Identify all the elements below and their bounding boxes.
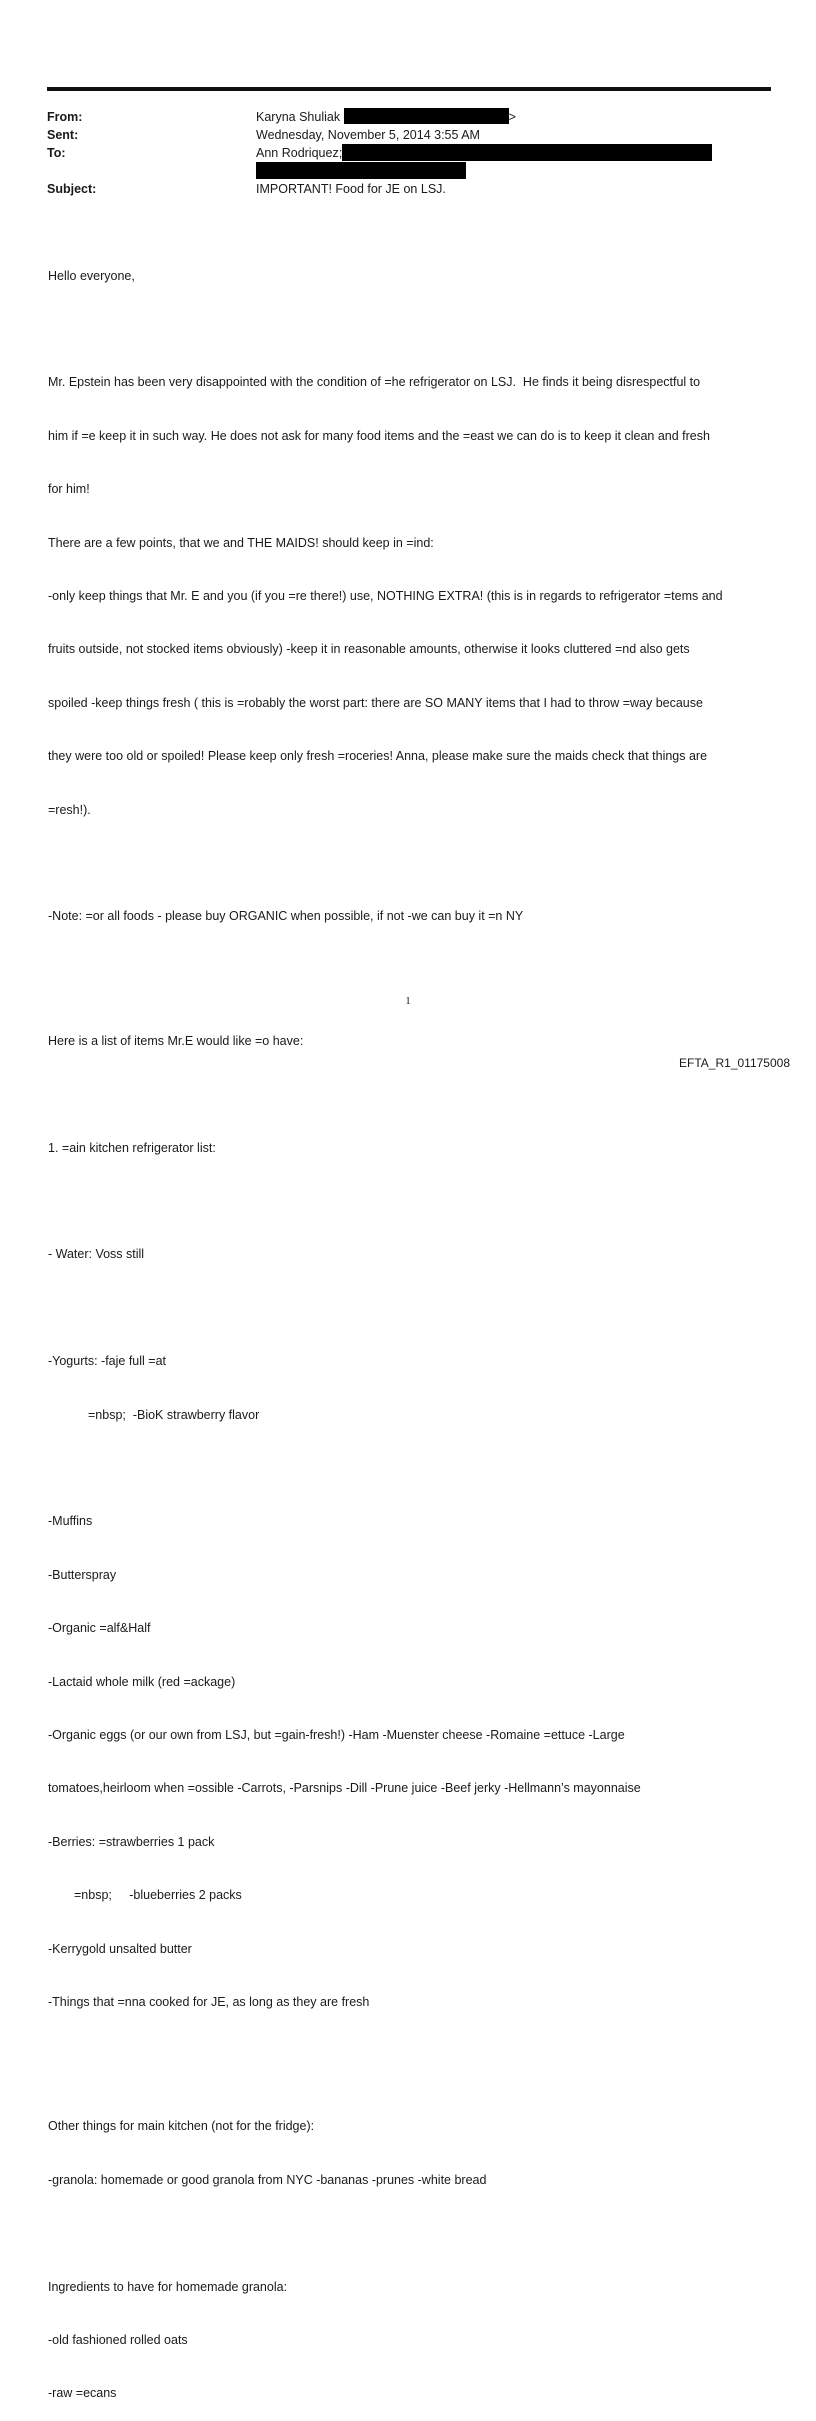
from-label: From: (47, 110, 83, 124)
page-number: 1 (405, 995, 411, 1007)
list-subitem: =nbsp; -blueberries 2 packs (74, 1888, 242, 1903)
redaction-block (256, 162, 466, 179)
sent-label: Sent: (47, 128, 79, 142)
to-value (256, 144, 712, 162)
list-subitem: =nbsp; -BioK strawberry flavor (88, 1407, 260, 1422)
paragraph-line: There are a few points, that we and THE MAIDS! should keep in =ind: (48, 535, 434, 550)
list-item: -Things that =nna cooked for JE, as long as they are fresh (48, 1994, 370, 2009)
sent-value: Wednesday, November 5, 2014 3:55 AM (256, 128, 480, 142)
list-item: tomatoes,heirloom when =ossible -Carrots, -Parsnips -Dill -Prune juice -Beef jerky -Hellmann’s mayonnaise (48, 1781, 641, 1796)
redaction-block (342, 144, 712, 161)
list-item: -Yogurts: -faje full =at (48, 1354, 167, 1369)
list-item: -old fashioned rolled oats (48, 2333, 188, 2348)
list-item: -Muffins (48, 1514, 93, 1529)
from-name: Karyna Shuliak (256, 110, 341, 124)
redaction-block (344, 108, 509, 124)
paragraph-line: -only keep things that Mr. E and you (if you =re there!) use, NOTHING EXTRA! (this is in regards to refrigerator =tems and (48, 588, 723, 603)
list-item: -Organic =alf&Half (48, 1621, 151, 1636)
to-name: Ann Rodriquez; (256, 146, 343, 160)
list-item: -Berries: =strawberries 1 pack (48, 1834, 215, 1849)
list-heading: 1. =ain kitchen refrigerator list: (48, 1140, 216, 1155)
paragraph-line: spoiled -keep things fresh ( this is =robably the worst part: there are SO MANY items that I had to throw =way because (48, 695, 703, 710)
list-item: -Lactaid whole milk (red =ackage) (48, 1674, 236, 1689)
list-item: - Water: Voss still (48, 1247, 145, 1262)
paragraph-line: Mr. Epstein has been very disappointed with the condition of =he refrigerator on LSJ. He finds it being disrespectful to (48, 375, 701, 390)
from-value (256, 108, 516, 126)
list-item: -Organic eggs (or our own from LSJ, but =gain-fresh!) -Ham -Muenster cheese -Romaine =ettuce -Large (48, 1727, 625, 1742)
from-tail: > (508, 110, 516, 124)
paragraph-line: for him! (48, 482, 90, 497)
subject-value: IMPORTANT! Food for JE on LSJ. (256, 182, 446, 196)
paragraph-line: fruits outside, not stocked items obviously) -keep it in reasonable amounts, otherwise it looks cluttered =nd also gets (48, 642, 690, 657)
header-rule (47, 87, 771, 91)
document-id: EFTA_R1_01175008 (679, 1056, 790, 1070)
paragraph-line: =resh!). (48, 802, 91, 817)
list-item: -Kerrygold unsalted butter (48, 1941, 192, 1956)
list-intro: Here is a list of items Mr.E would like =o have: (48, 1033, 304, 1048)
paragraph-line: they were too old or spoiled! Please keep only fresh =roceries! Anna, please make sure the maids check that things are (48, 749, 708, 764)
note-line: -Note: =or all foods - please buy ORGANIC when possible, if not -we can buy it =n NY (48, 909, 524, 924)
paragraph-line: him if =e keep it in such way. He does not ask for many food items and the =east we can do is to keep it clean and fresh (48, 428, 710, 443)
list-item: -Butterspray (48, 1567, 117, 1582)
subject-label: Subject: (47, 182, 97, 196)
section-heading: Ingredients to have for homemade granola: (48, 2279, 288, 2294)
greeting: Hello everyone, (48, 268, 135, 283)
list-item: -raw =ecans (48, 2386, 117, 2401)
email-body (48, 232, 772, 2421)
list-item: -granola: homemade or good granola from NYC -bananas -prunes -white bread (48, 2172, 487, 2187)
to-label: To: (47, 146, 66, 160)
section-heading: Other things for main kitchen (not for the fridge): (48, 2119, 315, 2134)
